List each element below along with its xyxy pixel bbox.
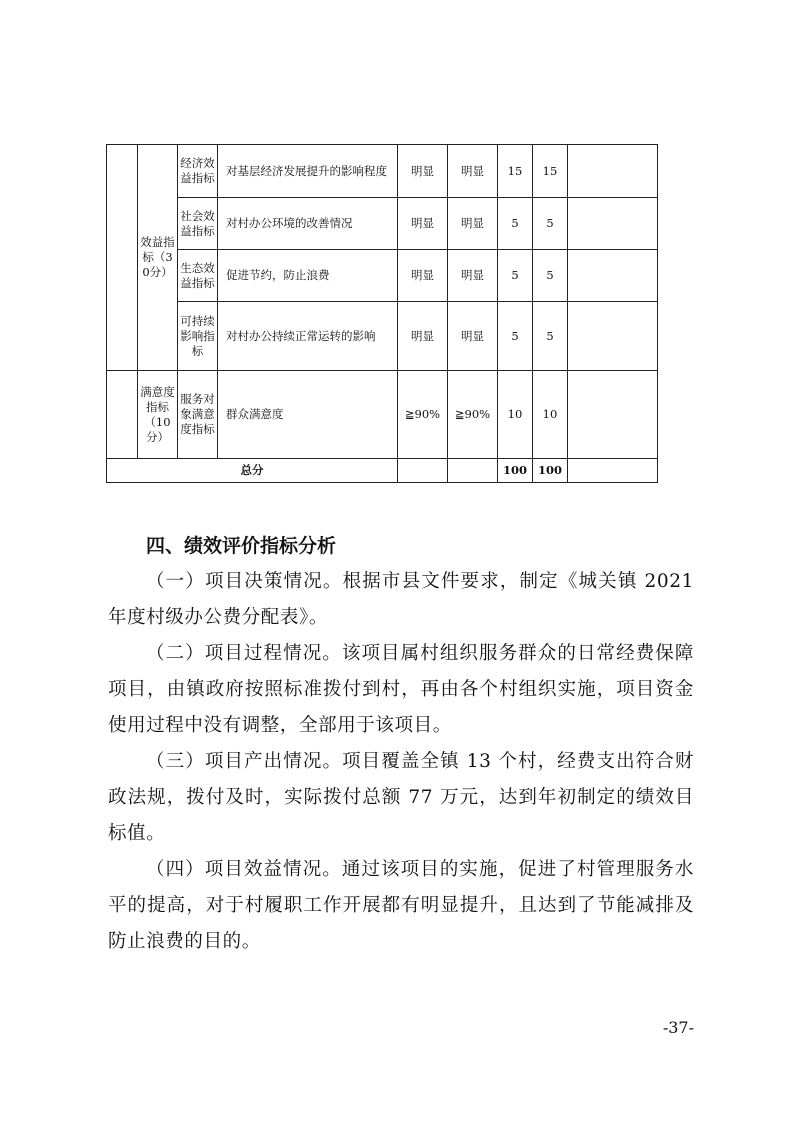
table-row	[107, 371, 658, 459]
paragraph-process: （二）项目过程情况。该项目属村组织服务群众的日常经费保障项目，由镇政府按照标准拨付到村，再由各个村组织实施，项目资金使用过程中没有调整，全部用于该项目。	[108, 643, 694, 736]
weight-value: 5	[498, 250, 533, 302]
indicator-description: 对基层经济发展提升的影响程度	[218, 145, 398, 198]
level1-cell	[107, 145, 138, 371]
target-value: 明显	[398, 198, 448, 250]
level3-label: 服务对象满意度指标	[178, 371, 218, 459]
satisfaction-group-label: 满意度指标（10分）	[138, 371, 178, 459]
target-value: ≧90%	[398, 371, 448, 459]
indicator-description: 对村办公持续正常运转的影响	[218, 302, 398, 371]
score-value: 10	[533, 371, 568, 459]
actual-value: ≧90%	[448, 371, 498, 459]
target-value: 明显	[398, 145, 448, 198]
note-cell	[568, 145, 658, 198]
benefit-group-label: 效益指标（30分）	[138, 145, 178, 371]
total-note-cell	[568, 459, 658, 483]
paragraph-decision: （一）项目决策情况。根据市县文件要求，制定《城关镇 2021年度村级办公费分配表》。	[108, 571, 694, 628]
actual-value: 明显	[448, 250, 498, 302]
target-value: 明显	[398, 302, 448, 371]
weight-value: 5	[498, 302, 533, 371]
total-target-cell	[398, 459, 448, 483]
note-cell	[568, 302, 658, 371]
table-row	[107, 198, 658, 250]
total-actual-cell	[448, 459, 498, 483]
level3-label: 经济效益指标	[178, 145, 218, 198]
level3-label: 社会效益指标	[178, 198, 218, 250]
table-row	[107, 302, 658, 371]
score-value: 5	[533, 250, 568, 302]
target-value: 明显	[398, 250, 448, 302]
note-cell	[568, 198, 658, 250]
actual-value: 明显	[448, 145, 498, 198]
score-value: 5	[533, 302, 568, 371]
score-value: 15	[533, 145, 568, 198]
paragraph-benefit: （四）项目效益情况。通过该项目的实施，促进了村管理服务水平的提高，对于村履职工作开展都有明显提升，且达到了节能减排及防止浪费的目的。	[108, 859, 694, 952]
score-value: 5	[533, 198, 568, 250]
weight-value: 15	[498, 145, 533, 198]
weight-value: 10	[498, 371, 533, 459]
indicator-description: 群众满意度	[218, 371, 398, 459]
section-heading: 四、绩效评价指标分析	[146, 535, 337, 557]
level3-label: 可持续影响指标	[178, 302, 218, 371]
level3-label: 生态效益指标	[178, 250, 218, 302]
paragraph-output: （三）项目产出情况。项目覆盖全镇 13 个村，经费支出符合财政法规，拨付及时，实际拨付总额 77 万元，达到年初制定的绩效目标值。	[108, 751, 694, 844]
total-score: 100	[533, 459, 568, 483]
table-row	[107, 145, 658, 198]
weight-value: 5	[498, 198, 533, 250]
note-cell	[568, 250, 658, 302]
note-cell	[568, 371, 658, 459]
level1-cell	[107, 371, 138, 459]
indicator-description: 促进节约，防止浪费	[218, 250, 398, 302]
actual-value: 明显	[448, 302, 498, 371]
table-row	[107, 250, 658, 302]
page-number: -37-	[662, 1018, 694, 1037]
actual-value: 明显	[448, 198, 498, 250]
indicator-description: 对村办公环境的改善情况	[218, 198, 398, 250]
analysis-section	[108, 528, 694, 960]
total-row	[107, 459, 658, 483]
total-label: 总分	[107, 459, 398, 483]
total-weight: 100	[498, 459, 533, 483]
performance-table	[106, 144, 658, 483]
